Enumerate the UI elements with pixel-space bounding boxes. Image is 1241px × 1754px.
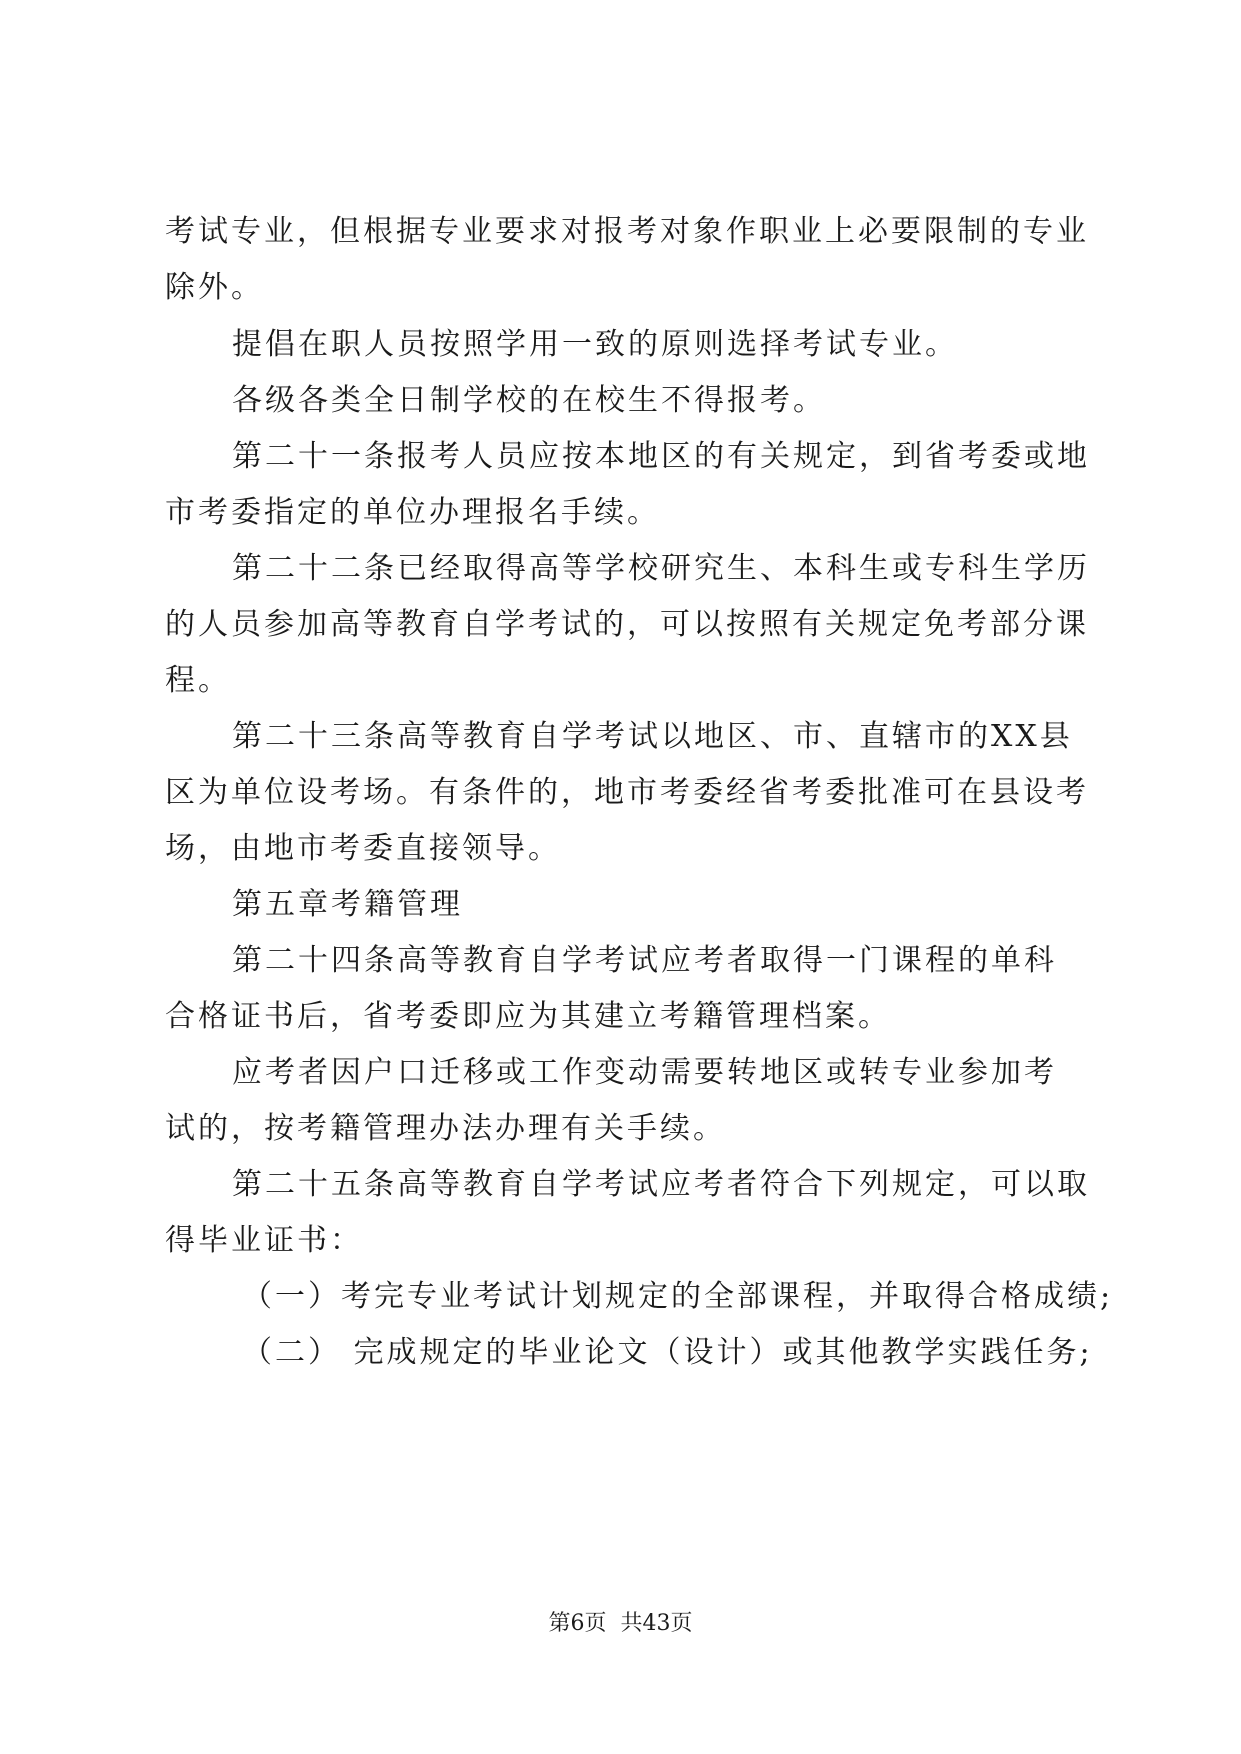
text-line: 各级各类全日制学校的在校生不得报考。 [232,383,826,418]
text-line: 区为单位设考场。有条件的，地市考委经省考委批准可在县设考 [165,775,1089,810]
text-line: 第二十一条报考人员应按本地区的有关规定，到省考委或地 [232,439,1090,474]
text-line: 合格证书后，省考委即应为其建立考籍管理档案。 [165,999,891,1034]
text-line: 程。 [165,663,231,698]
page-number-label: 第6页 共43页 [548,1611,693,1636]
page-footer [0,1610,1241,1638]
text-line: 得毕业证书： [165,1223,363,1258]
text-line: 的人员参加高等教育自学考试的，可以按照有关规定免考部分课 [165,607,1089,642]
text-line: 市考委指定的单位办理报名手续。 [165,495,660,530]
text-line: 提倡在职人员按照学用一致的原则选择考试专业。 [232,327,958,362]
text-line: 第二十三条高等教育自学考试以地区、市、直辖市的XX县 [232,719,1073,754]
list-item: （二） 完成规定的毕业论文（设计）或其他教学实践任务; [242,1335,1093,1370]
text-line: 场，由地市考委直接领导。 [165,831,561,866]
text-line: 除外。 [165,270,264,305]
text-line: 第二十五条高等教育自学考试应考者符合下列规定，可以取 [232,1167,1090,1202]
text-line: 应考者因户口迁移或工作变动需要转地区或转专业参加考 [232,1055,1057,1090]
list-item: （一）考完专业考试计划规定的全部课程，并取得合格成绩; [242,1279,1114,1314]
text-line: 第二十四条高等教育自学考试应考者取得一门课程的单科 [232,943,1057,978]
text-line: 试的，按考籍管理办法办理有关手续。 [165,1111,726,1146]
section-heading: 第五章考籍管理 [232,887,463,922]
text-line: 第二十二条已经取得高等学校研究生、本科生或专科生学历 [232,551,1090,586]
text-line: 考试专业，但根据专业要求对报考对象作职业上必要限制的专业 [165,214,1089,249]
